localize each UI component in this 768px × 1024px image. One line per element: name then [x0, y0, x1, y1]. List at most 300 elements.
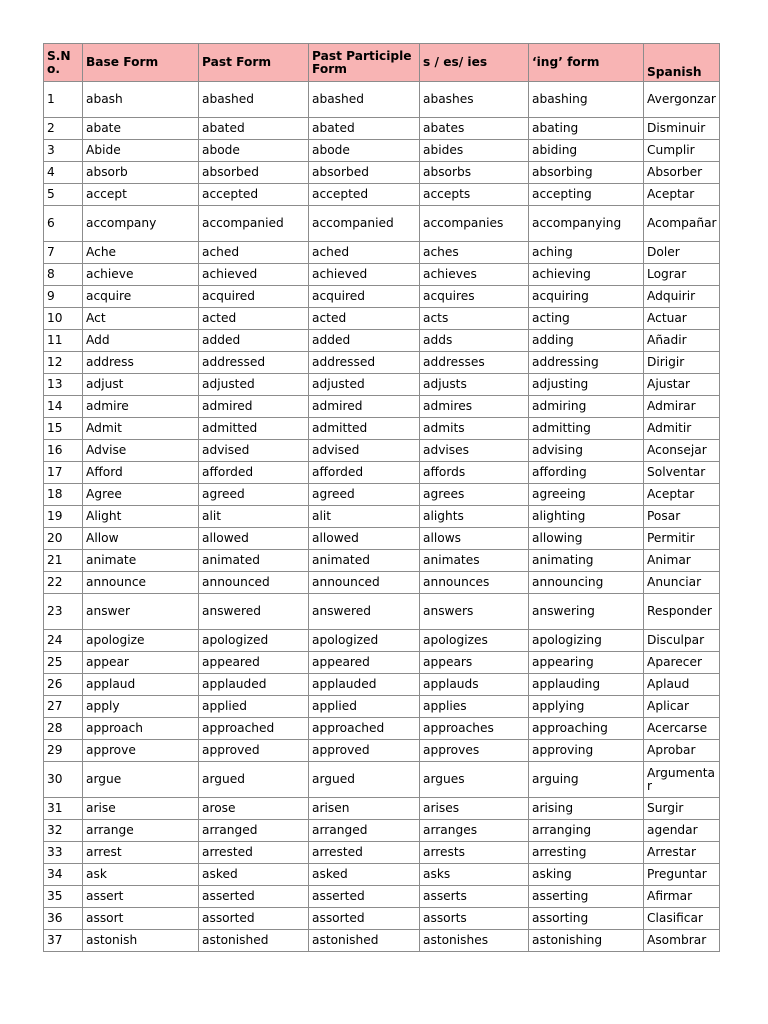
- header-past-participle: Past Participle Form: [309, 44, 420, 82]
- table-row: [44, 594, 720, 630]
- cell-sno: 37: [44, 930, 83, 952]
- cell-sno: 21: [44, 550, 83, 572]
- cell-s-es-ies: applauds: [420, 674, 529, 696]
- cell-s-es-ies: arranges: [420, 820, 529, 842]
- table-row: [44, 484, 720, 506]
- cell-base-form: Agree: [83, 484, 199, 506]
- cell-ing-form: apologizing: [529, 630, 644, 652]
- cell-past-form: asked: [199, 864, 309, 886]
- cell-sno: 18: [44, 484, 83, 506]
- cell-base-form: address: [83, 352, 199, 374]
- cell-past-participle: advised: [309, 440, 420, 462]
- cell-sno: 30: [44, 762, 83, 798]
- header-base-form: Base Form: [83, 44, 199, 82]
- cell-base-form: approach: [83, 718, 199, 740]
- cell-sno: 2: [44, 118, 83, 140]
- cell-past-form: accepted: [199, 184, 309, 206]
- cell-spanish: Ajustar: [644, 374, 720, 396]
- cell-past-participle: ached: [309, 242, 420, 264]
- cell-s-es-ies: accompanies: [420, 206, 529, 242]
- cell-spanish: Añadir: [644, 330, 720, 352]
- cell-spanish: Dirigir: [644, 352, 720, 374]
- cell-s-es-ies: advises: [420, 440, 529, 462]
- cell-ing-form: addressing: [529, 352, 644, 374]
- cell-base-form: arrest: [83, 842, 199, 864]
- table-row: [44, 842, 720, 864]
- cell-spanish: Acercarse: [644, 718, 720, 740]
- cell-spanish: Asombrar: [644, 930, 720, 952]
- cell-past-form: asserted: [199, 886, 309, 908]
- cell-s-es-ies: argues: [420, 762, 529, 798]
- cell-base-form: Advise: [83, 440, 199, 462]
- cell-sno: 28: [44, 718, 83, 740]
- cell-ing-form: admitting: [529, 418, 644, 440]
- cell-spanish: Adquirir: [644, 286, 720, 308]
- cell-ing-form: abiding: [529, 140, 644, 162]
- cell-sno: 5: [44, 184, 83, 206]
- cell-sno: 34: [44, 864, 83, 886]
- cell-s-es-ies: abides: [420, 140, 529, 162]
- cell-past-form: astonished: [199, 930, 309, 952]
- cell-ing-form: allowing: [529, 528, 644, 550]
- cell-past-form: argued: [199, 762, 309, 798]
- cell-base-form: Admit: [83, 418, 199, 440]
- cell-sno: 31: [44, 798, 83, 820]
- header-s-es-ies: s / es/ ies: [420, 44, 529, 82]
- cell-past-form: appeared: [199, 652, 309, 674]
- cell-spanish: Lograr: [644, 264, 720, 286]
- cell-ing-form: astonishing: [529, 930, 644, 952]
- cell-spanish: Absorber: [644, 162, 720, 184]
- cell-past-participle: achieved: [309, 264, 420, 286]
- table-body: [44, 82, 720, 952]
- cell-s-es-ies: applies: [420, 696, 529, 718]
- table-row: [44, 308, 720, 330]
- cell-past-form: acquired: [199, 286, 309, 308]
- cell-base-form: arrange: [83, 820, 199, 842]
- cell-ing-form: abashing: [529, 82, 644, 118]
- cell-past-form: agreed: [199, 484, 309, 506]
- cell-spanish: Disminuir: [644, 118, 720, 140]
- cell-past-participle: agreed: [309, 484, 420, 506]
- cell-past-form: advised: [199, 440, 309, 462]
- cell-sno: 36: [44, 908, 83, 930]
- cell-sno: 17: [44, 462, 83, 484]
- cell-base-form: animate: [83, 550, 199, 572]
- cell-base-form: abash: [83, 82, 199, 118]
- cell-s-es-ies: aches: [420, 242, 529, 264]
- cell-s-es-ies: addresses: [420, 352, 529, 374]
- cell-s-es-ies: approaches: [420, 718, 529, 740]
- cell-ing-form: affording: [529, 462, 644, 484]
- cell-past-form: absorbed: [199, 162, 309, 184]
- cell-spanish: Posar: [644, 506, 720, 528]
- cell-past-participle: astonished: [309, 930, 420, 952]
- cell-base-form: Add: [83, 330, 199, 352]
- cell-sno: 22: [44, 572, 83, 594]
- cell-sno: 15: [44, 418, 83, 440]
- table-row: [44, 762, 720, 798]
- cell-s-es-ies: adjusts: [420, 374, 529, 396]
- cell-past-participle: admitted: [309, 418, 420, 440]
- cell-s-es-ies: adds: [420, 330, 529, 352]
- cell-past-participle: abated: [309, 118, 420, 140]
- cell-past-participle: adjusted: [309, 374, 420, 396]
- cell-base-form: argue: [83, 762, 199, 798]
- cell-sno: 19: [44, 506, 83, 528]
- cell-past-form: afforded: [199, 462, 309, 484]
- cell-past-participle: abashed: [309, 82, 420, 118]
- cell-s-es-ies: acquires: [420, 286, 529, 308]
- cell-base-form: announce: [83, 572, 199, 594]
- cell-past-form: accompanied: [199, 206, 309, 242]
- cell-s-es-ies: astonishes: [420, 930, 529, 952]
- cell-s-es-ies: approves: [420, 740, 529, 762]
- cell-past-form: admired: [199, 396, 309, 418]
- cell-past-form: admitted: [199, 418, 309, 440]
- cell-s-es-ies: announces: [420, 572, 529, 594]
- cell-s-es-ies: asks: [420, 864, 529, 886]
- cell-past-participle: accompanied: [309, 206, 420, 242]
- table-row: [44, 864, 720, 886]
- cell-ing-form: admiring: [529, 396, 644, 418]
- cell-s-es-ies: accepts: [420, 184, 529, 206]
- cell-spanish: Arrestar: [644, 842, 720, 864]
- cell-past-participle: arisen: [309, 798, 420, 820]
- cell-s-es-ies: absorbs: [420, 162, 529, 184]
- cell-sno: 9: [44, 286, 83, 308]
- cell-past-form: applied: [199, 696, 309, 718]
- table-row: [44, 886, 720, 908]
- cell-sno: 26: [44, 674, 83, 696]
- table-row: [44, 462, 720, 484]
- cell-sno: 32: [44, 820, 83, 842]
- cell-past-participle: argued: [309, 762, 420, 798]
- table-row: [44, 330, 720, 352]
- cell-past-form: answered: [199, 594, 309, 630]
- cell-base-form: Afford: [83, 462, 199, 484]
- cell-ing-form: arising: [529, 798, 644, 820]
- table-row: [44, 374, 720, 396]
- table-row: [44, 674, 720, 696]
- cell-sno: 29: [44, 740, 83, 762]
- cell-past-participle: arranged: [309, 820, 420, 842]
- cell-sno: 4: [44, 162, 83, 184]
- cell-sno: 24: [44, 630, 83, 652]
- cell-base-form: Ache: [83, 242, 199, 264]
- cell-ing-form: arguing: [529, 762, 644, 798]
- cell-s-es-ies: achieves: [420, 264, 529, 286]
- cell-past-participle: applauded: [309, 674, 420, 696]
- cell-base-form: achieve: [83, 264, 199, 286]
- cell-ing-form: adding: [529, 330, 644, 352]
- table-row: [44, 418, 720, 440]
- cell-past-participle: announced: [309, 572, 420, 594]
- cell-ing-form: accompanying: [529, 206, 644, 242]
- cell-base-form: accept: [83, 184, 199, 206]
- cell-sno: 10: [44, 308, 83, 330]
- header-row: [44, 44, 720, 82]
- cell-past-participle: allowed: [309, 528, 420, 550]
- cell-spanish: Doler: [644, 242, 720, 264]
- cell-base-form: admire: [83, 396, 199, 418]
- cell-ing-form: asking: [529, 864, 644, 886]
- cell-base-form: answer: [83, 594, 199, 630]
- cell-spanish: Clasificar: [644, 908, 720, 930]
- cell-spanish: Afirmar: [644, 886, 720, 908]
- cell-spanish: Anunciar: [644, 572, 720, 594]
- cell-past-participle: admired: [309, 396, 420, 418]
- cell-past-form: apologized: [199, 630, 309, 652]
- table-row: [44, 506, 720, 528]
- cell-past-participle: afforded: [309, 462, 420, 484]
- cell-base-form: Alight: [83, 506, 199, 528]
- cell-ing-form: aching: [529, 242, 644, 264]
- cell-spanish: Aprobar: [644, 740, 720, 762]
- cell-sno: 14: [44, 396, 83, 418]
- cell-s-es-ies: asserts: [420, 886, 529, 908]
- cell-sno: 6: [44, 206, 83, 242]
- cell-ing-form: achieving: [529, 264, 644, 286]
- cell-past-participle: asked: [309, 864, 420, 886]
- cell-s-es-ies: alights: [420, 506, 529, 528]
- table-row: [44, 162, 720, 184]
- cell-s-es-ies: agrees: [420, 484, 529, 506]
- cell-s-es-ies: acts: [420, 308, 529, 330]
- table-row: [44, 652, 720, 674]
- cell-spanish: Avergonzar: [644, 82, 720, 118]
- cell-s-es-ies: allows: [420, 528, 529, 550]
- cell-ing-form: adjusting: [529, 374, 644, 396]
- cell-past-participle: applied: [309, 696, 420, 718]
- cell-ing-form: abating: [529, 118, 644, 140]
- cell-s-es-ies: appears: [420, 652, 529, 674]
- table-row: [44, 440, 720, 462]
- cell-past-form: announced: [199, 572, 309, 594]
- cell-sno: 12: [44, 352, 83, 374]
- cell-s-es-ies: answers: [420, 594, 529, 630]
- cell-past-form: adjusted: [199, 374, 309, 396]
- cell-ing-form: asserting: [529, 886, 644, 908]
- cell-base-form: Abide: [83, 140, 199, 162]
- cell-s-es-ies: arrests: [420, 842, 529, 864]
- cell-base-form: ask: [83, 864, 199, 886]
- cell-ing-form: alighting: [529, 506, 644, 528]
- cell-past-form: added: [199, 330, 309, 352]
- table-row: [44, 528, 720, 550]
- table-row: [44, 908, 720, 930]
- cell-past-form: assorted: [199, 908, 309, 930]
- cell-ing-form: announcing: [529, 572, 644, 594]
- cell-base-form: assert: [83, 886, 199, 908]
- table-row: [44, 572, 720, 594]
- table-row: [44, 286, 720, 308]
- cell-s-es-ies: assorts: [420, 908, 529, 930]
- cell-s-es-ies: animates: [420, 550, 529, 572]
- cell-past-participle: answered: [309, 594, 420, 630]
- cell-spanish: Disculpar: [644, 630, 720, 652]
- cell-ing-form: advising: [529, 440, 644, 462]
- cell-base-form: arise: [83, 798, 199, 820]
- cell-sno: 3: [44, 140, 83, 162]
- table-row: [44, 352, 720, 374]
- cell-base-form: applaud: [83, 674, 199, 696]
- cell-s-es-ies: abashes: [420, 82, 529, 118]
- cell-ing-form: appearing: [529, 652, 644, 674]
- cell-spanish: Preguntar: [644, 864, 720, 886]
- cell-sno: 11: [44, 330, 83, 352]
- cell-base-form: accompany: [83, 206, 199, 242]
- cell-spanish: Argumentar: [644, 762, 720, 798]
- table-row: [44, 396, 720, 418]
- table-row: [44, 82, 720, 118]
- cell-past-form: acted: [199, 308, 309, 330]
- cell-base-form: Allow: [83, 528, 199, 550]
- cell-past-form: alit: [199, 506, 309, 528]
- cell-ing-form: acquiring: [529, 286, 644, 308]
- cell-past-form: arranged: [199, 820, 309, 842]
- cell-spanish: Admirar: [644, 396, 720, 418]
- cell-sno: 27: [44, 696, 83, 718]
- cell-s-es-ies: affords: [420, 462, 529, 484]
- table-row: [44, 696, 720, 718]
- table-row: [44, 718, 720, 740]
- cell-base-form: appear: [83, 652, 199, 674]
- cell-spanish: Aceptar: [644, 184, 720, 206]
- cell-spanish: Aconsejar: [644, 440, 720, 462]
- cell-past-participle: asserted: [309, 886, 420, 908]
- header-sno: S.No.: [44, 44, 83, 82]
- cell-past-participle: addressed: [309, 352, 420, 374]
- cell-ing-form: absorbing: [529, 162, 644, 184]
- cell-spanish: Surgir: [644, 798, 720, 820]
- table-row: [44, 140, 720, 162]
- cell-base-form: astonish: [83, 930, 199, 952]
- cell-past-participle: arrested: [309, 842, 420, 864]
- header-past-form: Past Form: [199, 44, 309, 82]
- cell-past-form: abashed: [199, 82, 309, 118]
- cell-past-form: abated: [199, 118, 309, 140]
- cell-ing-form: arranging: [529, 820, 644, 842]
- table-row: [44, 206, 720, 242]
- cell-base-form: adjust: [83, 374, 199, 396]
- cell-ing-form: accepting: [529, 184, 644, 206]
- cell-sno: 7: [44, 242, 83, 264]
- cell-past-form: approved: [199, 740, 309, 762]
- cell-sno: 13: [44, 374, 83, 396]
- cell-sno: 20: [44, 528, 83, 550]
- header-spanish: Spanish: [644, 44, 720, 82]
- cell-past-participle: added: [309, 330, 420, 352]
- cell-ing-form: approving: [529, 740, 644, 762]
- cell-past-participle: apologized: [309, 630, 420, 652]
- cell-sno: 35: [44, 886, 83, 908]
- cell-ing-form: agreeing: [529, 484, 644, 506]
- cell-base-form: assort: [83, 908, 199, 930]
- cell-past-participle: approached: [309, 718, 420, 740]
- table-row: [44, 184, 720, 206]
- cell-spanish: Responder: [644, 594, 720, 630]
- cell-sno: 33: [44, 842, 83, 864]
- cell-past-form: approached: [199, 718, 309, 740]
- cell-sno: 8: [44, 264, 83, 286]
- cell-past-participle: accepted: [309, 184, 420, 206]
- cell-spanish: Admitir: [644, 418, 720, 440]
- cell-past-participle: abode: [309, 140, 420, 162]
- table-row: [44, 740, 720, 762]
- cell-spanish: Permitir: [644, 528, 720, 550]
- cell-sno: 23: [44, 594, 83, 630]
- header-ing-form: ‘ing’ form: [529, 44, 644, 82]
- cell-spanish: Aplaud: [644, 674, 720, 696]
- cell-spanish: Animar: [644, 550, 720, 572]
- cell-base-form: acquire: [83, 286, 199, 308]
- cell-past-form: ached: [199, 242, 309, 264]
- cell-base-form: apply: [83, 696, 199, 718]
- table-row: [44, 550, 720, 572]
- cell-s-es-ies: admires: [420, 396, 529, 418]
- cell-spanish: Actuar: [644, 308, 720, 330]
- cell-base-form: apologize: [83, 630, 199, 652]
- cell-ing-form: approaching: [529, 718, 644, 740]
- table-row: [44, 820, 720, 842]
- cell-spanish: Solventar: [644, 462, 720, 484]
- cell-base-form: abate: [83, 118, 199, 140]
- cell-ing-form: assorting: [529, 908, 644, 930]
- cell-ing-form: animating: [529, 550, 644, 572]
- cell-past-participle: alit: [309, 506, 420, 528]
- cell-past-participle: acquired: [309, 286, 420, 308]
- cell-past-participle: acted: [309, 308, 420, 330]
- cell-past-form: animated: [199, 550, 309, 572]
- cell-past-form: addressed: [199, 352, 309, 374]
- cell-sno: 16: [44, 440, 83, 462]
- cell-s-es-ies: apologizes: [420, 630, 529, 652]
- cell-spanish: agendar: [644, 820, 720, 842]
- cell-spanish: Aceptar: [644, 484, 720, 506]
- cell-s-es-ies: arises: [420, 798, 529, 820]
- cell-past-participle: absorbed: [309, 162, 420, 184]
- cell-past-participle: animated: [309, 550, 420, 572]
- table-row: [44, 264, 720, 286]
- cell-past-form: achieved: [199, 264, 309, 286]
- verb-forms-table: [43, 43, 720, 952]
- cell-past-participle: approved: [309, 740, 420, 762]
- cell-ing-form: acting: [529, 308, 644, 330]
- cell-ing-form: applying: [529, 696, 644, 718]
- table-row: [44, 930, 720, 952]
- cell-past-form: allowed: [199, 528, 309, 550]
- cell-past-form: arose: [199, 798, 309, 820]
- cell-ing-form: arresting: [529, 842, 644, 864]
- cell-ing-form: answering: [529, 594, 644, 630]
- cell-sno: 25: [44, 652, 83, 674]
- cell-past-participle: assorted: [309, 908, 420, 930]
- cell-past-form: applauded: [199, 674, 309, 696]
- table-row: [44, 242, 720, 264]
- table-row: [44, 118, 720, 140]
- cell-base-form: absorb: [83, 162, 199, 184]
- cell-spanish: Aparecer: [644, 652, 720, 674]
- cell-ing-form: applauding: [529, 674, 644, 696]
- cell-sno: 1: [44, 82, 83, 118]
- cell-spanish: Cumplir: [644, 140, 720, 162]
- cell-spanish: Acompañar: [644, 206, 720, 242]
- cell-s-es-ies: admits: [420, 418, 529, 440]
- cell-past-participle: appeared: [309, 652, 420, 674]
- cell-base-form: approve: [83, 740, 199, 762]
- cell-past-form: abode: [199, 140, 309, 162]
